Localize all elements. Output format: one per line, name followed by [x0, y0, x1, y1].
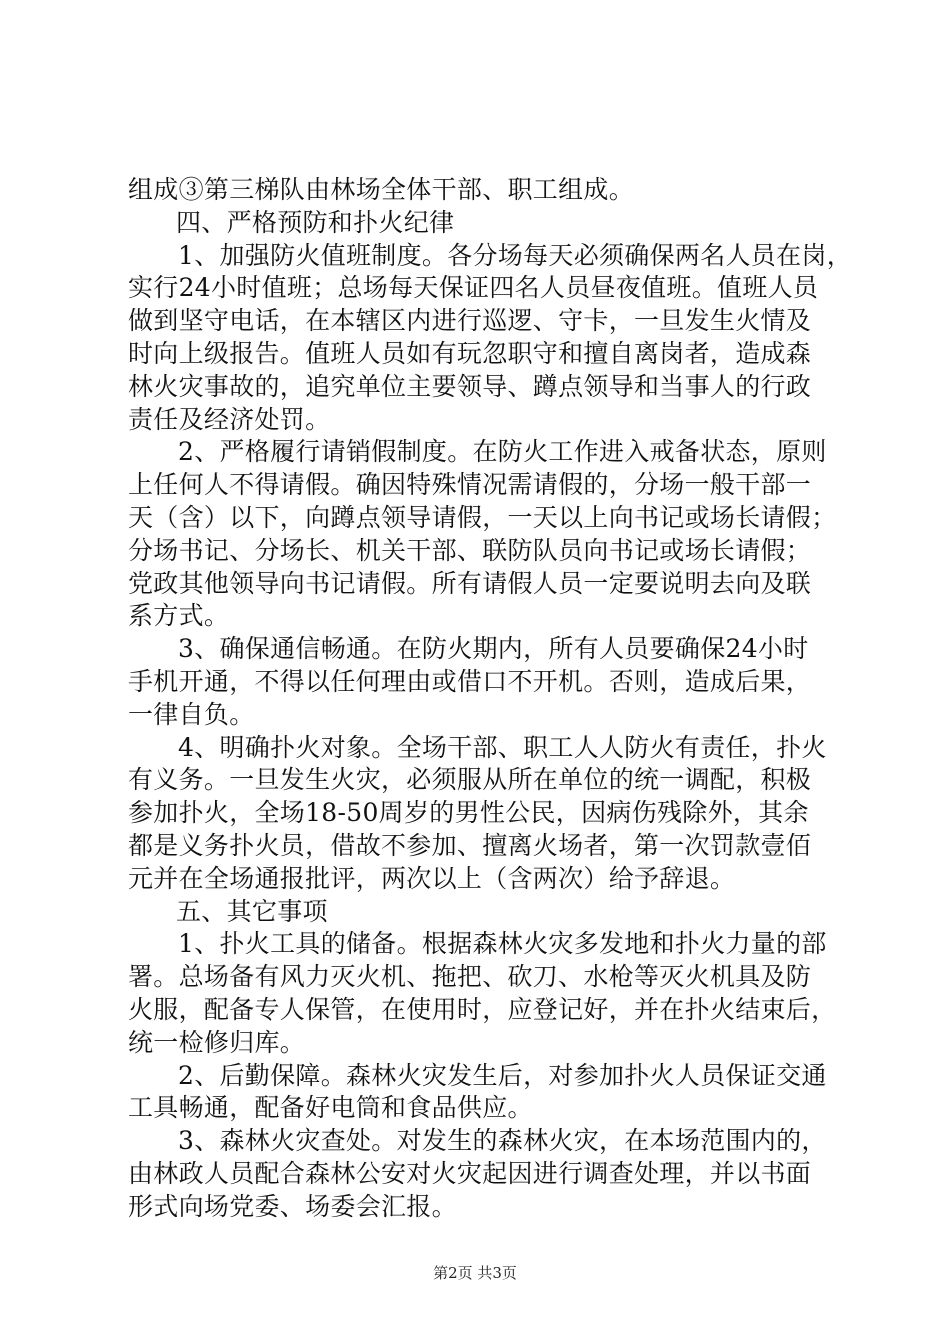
paragraph-line: 4、明确扑火对象。全场干部、职工人人防火有责任，扑火 [178, 732, 827, 762]
paragraph-line: 2、后勤保障。森林火灾发生后，对参加扑火人员保证交通 [178, 1060, 827, 1090]
section-heading: 四、严格预防和扑火纪律 [176, 207, 455, 237]
page-number: 第2页 共3页 [433, 1264, 517, 1282]
section-heading: 五、其它事项 [176, 896, 328, 926]
document-body [128, 174, 853, 1224]
paragraph-line: 元并在全场通报批评，两次以上（含两次）给予辞退。 [128, 863, 736, 893]
paragraph-line: 组成③第三梯队由林场全体干部、职工组成。 [128, 175, 635, 204]
paragraph-line: 3、森林火灾查处。对发生的森林火灾，在本场范围内的， [178, 1126, 827, 1156]
paragraph-line: 1、加强防火值班制度。各分场每天必须确保两名人员在岗， [178, 240, 853, 270]
paragraph-line: 一律自负。 [128, 699, 255, 729]
paragraph-line: 上任何人不得请假。确因特殊情况需请假的，分场一般干部一 [128, 470, 812, 500]
paragraph-line: 党政其他领导向书记请假。所有请假人员一定要说明去向及联 [128, 568, 812, 598]
paragraph-line: 形式向场党委、场委会汇报。 [128, 1191, 457, 1221]
paragraph-line: 分场书记、分场长、机关干部、联防队员向书记或场长请假； [128, 535, 812, 565]
paragraph-line: 3、确保通信畅通。在防火期内，所有人员要确保24小时 [178, 634, 809, 664]
paragraph-line: 有义务。一旦发生火灾，必须服从所在单位的统一调配，积极 [128, 765, 812, 795]
paragraph-line: 都是义务扑火员，借故不参加、擅离火场者，第一次罚款壹佰 [128, 830, 812, 860]
paragraph-line: 手机开通，不得以任何理由或借口不开机。否则，造成后果， [128, 666, 812, 696]
paragraph-line: 实行24小时值班；总场每天保证四名人员昼夜值班。值班人员 [128, 273, 819, 303]
paragraph-line: 工具畅通，配备好电筒和食品供应。 [128, 1093, 533, 1123]
paragraph-line: 林火灾事故的，追究单位主要领导、蹲点领导和当事人的行政 [128, 371, 812, 401]
paragraph-line: 天（含）以下，向蹲点领导请假，一天以上向书记或场长请假； [128, 502, 837, 532]
paragraph-line: 系方式。 [128, 601, 230, 631]
paragraph-line: 责任及经济处罚。 [128, 404, 331, 434]
paragraph-line: 时向上级报告。值班人员如有玩忽职守和擅自离岗者，造成森 [128, 338, 812, 368]
paragraph-line: 统一检修归库。 [128, 1027, 306, 1057]
paragraph-line: 2、严格履行请销假制度。在防火工作进入戒备状态，原则 [178, 437, 827, 467]
paragraph-line: 参加扑火，全场18-50周岁的男性公民，因病伤残除外，其余 [128, 798, 809, 828]
paragraph-line: 由林政人员配合森林公安对火灾起因进行调查处理，并以书面 [128, 1158, 812, 1188]
paragraph-line: 署。总场备有风力灭火机、拖把、砍刀、水枪等灭火机具及防 [128, 962, 812, 992]
paragraph-line: 1、扑火工具的储备。根据森林火灾多发地和扑火力量的部 [178, 929, 827, 959]
paragraph-line: 火服，配备专人保管，在使用时，应登记好，并在扑火结束后， [128, 994, 837, 1024]
page-footer [0, 1263, 950, 1283]
paragraph-line: 做到坚守电话，在本辖区内进行巡逻、守卡，一旦发生火情及 [128, 306, 812, 336]
